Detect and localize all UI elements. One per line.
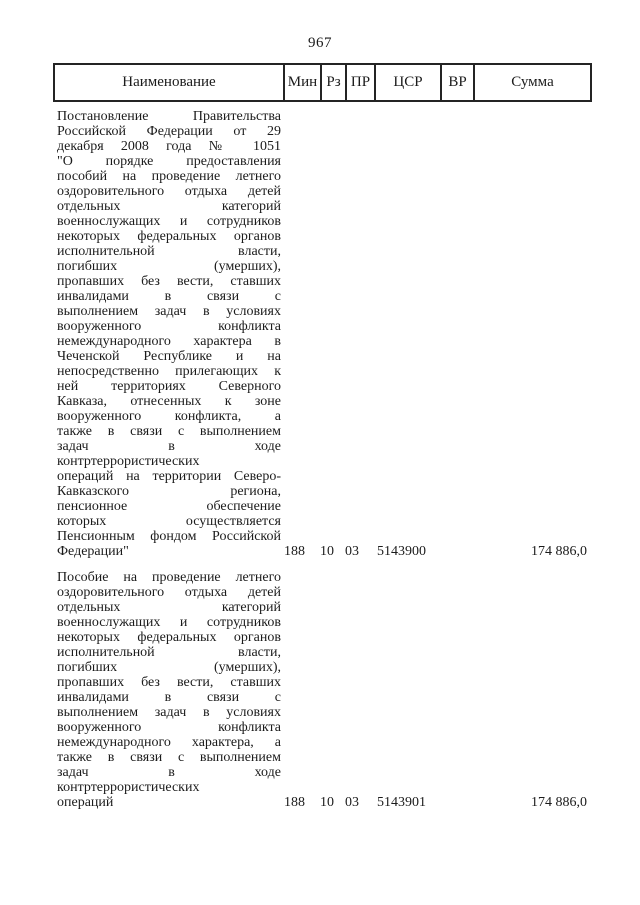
name-line: военнослужащих и сотрудников bbox=[57, 615, 281, 630]
header-cell-vr: ВР bbox=[440, 65, 473, 100]
name-line: операций bbox=[57, 795, 114, 810]
name-line: задач в ходе bbox=[57, 439, 281, 454]
name-line: вооруженного конфликта bbox=[57, 319, 281, 334]
table-row bbox=[53, 109, 592, 559]
name-line: Постановление Правительства bbox=[57, 109, 281, 124]
name-line: немеждународного характера, а bbox=[57, 735, 281, 750]
name-line: исполнительной власти, bbox=[57, 645, 281, 660]
min-cell: 188 bbox=[284, 544, 305, 559]
name-line: пропавших без вести, ставших bbox=[57, 675, 281, 690]
name-line: немеждународного характера в bbox=[57, 334, 281, 349]
name-line: Кавказского региона, bbox=[57, 484, 281, 499]
name-line: Чеченской Республике и на bbox=[57, 349, 281, 364]
vr-cell bbox=[440, 570, 473, 810]
rz-cell: 10 bbox=[320, 795, 334, 810]
name-line: исполнительной власти, bbox=[57, 244, 281, 259]
name-cell bbox=[53, 109, 283, 559]
header-cell-csr: ЦСР bbox=[374, 65, 440, 100]
vr-cell bbox=[440, 109, 473, 559]
name-line: вооруженного конфликта, а bbox=[57, 409, 281, 424]
name-line: пособий на проведение летнего bbox=[57, 169, 281, 184]
name-line: военнослужащих и сотрудников bbox=[57, 214, 281, 229]
name-line: оздоровительного отдыха детей bbox=[57, 184, 281, 199]
name-line: которых осуществляется bbox=[57, 514, 281, 529]
min-cell: 188 bbox=[284, 795, 305, 810]
table-row bbox=[53, 570, 592, 810]
csr-cell: 5143900 bbox=[377, 544, 426, 559]
header-cell-name: Наименование bbox=[122, 74, 216, 90]
name-line: погибших (умерших), bbox=[57, 259, 281, 274]
name-line: погибших (умерших), bbox=[57, 660, 281, 675]
name-line: непосредственно прилегающих к bbox=[57, 364, 281, 379]
name-line: декабря 2008 года № 1051 bbox=[57, 139, 281, 154]
name-line: вооруженного конфликта bbox=[57, 720, 281, 735]
table-header-row bbox=[53, 63, 592, 102]
name-line: некоторых федеральных органов bbox=[57, 630, 281, 645]
name-line: Федерации" bbox=[57, 544, 129, 559]
name-line: Пенсионным фондом Российской bbox=[57, 529, 281, 544]
budget-table bbox=[53, 63, 592, 810]
sum-cell: 174 886,0 bbox=[531, 795, 587, 810]
name-cell bbox=[53, 570, 283, 810]
header-cell-rz: Рз bbox=[320, 65, 345, 100]
name-line: пенсионное обеспечение bbox=[57, 499, 281, 514]
pr-cell: 03 bbox=[345, 795, 359, 810]
name-line: отдельных категорий bbox=[57, 600, 281, 615]
name-line: операций на территории Северо- bbox=[57, 469, 281, 484]
csr-cell: 5143901 bbox=[377, 795, 426, 810]
header-cell-min: Мин bbox=[283, 65, 320, 100]
name-line: отдельных категорий bbox=[57, 199, 281, 214]
name-line: некоторых федеральных органов bbox=[57, 229, 281, 244]
pr-cell: 03 bbox=[345, 544, 359, 559]
header-cell-sum: Сумма bbox=[473, 65, 590, 100]
name-line: Российской Федерации от 29 bbox=[57, 124, 281, 139]
header-cell-pr: ПР bbox=[345, 65, 374, 100]
name-line: ней территориях Северного bbox=[57, 379, 281, 394]
name-line: контртеррористических bbox=[57, 780, 200, 795]
name-line: инвалидами в связи с bbox=[57, 289, 281, 304]
rz-cell: 10 bbox=[320, 544, 334, 559]
name-line: выполнением задач в условиях bbox=[57, 304, 281, 319]
name-line: оздоровительного отдыха детей bbox=[57, 585, 281, 600]
name-line: "О порядке предоставления bbox=[57, 154, 281, 169]
name-line: Кавказа, отнесенных к зоне bbox=[57, 394, 281, 409]
name-line: инвалидами в связи с bbox=[57, 690, 281, 705]
name-line: задач в ходе bbox=[57, 765, 281, 780]
sum-cell: 174 886,0 bbox=[531, 544, 587, 559]
name-line: выполнением задач в условиях bbox=[57, 705, 281, 720]
name-line: также в связи с выполнением bbox=[57, 424, 281, 439]
name-line: также в связи с выполнением bbox=[57, 750, 281, 765]
name-line: пропавших без вести, ставших bbox=[57, 274, 281, 289]
name-line: Пособие на проведение летнего bbox=[57, 570, 281, 585]
name-line: контртеррористических bbox=[57, 454, 200, 469]
page-number: 967 bbox=[308, 35, 332, 51]
